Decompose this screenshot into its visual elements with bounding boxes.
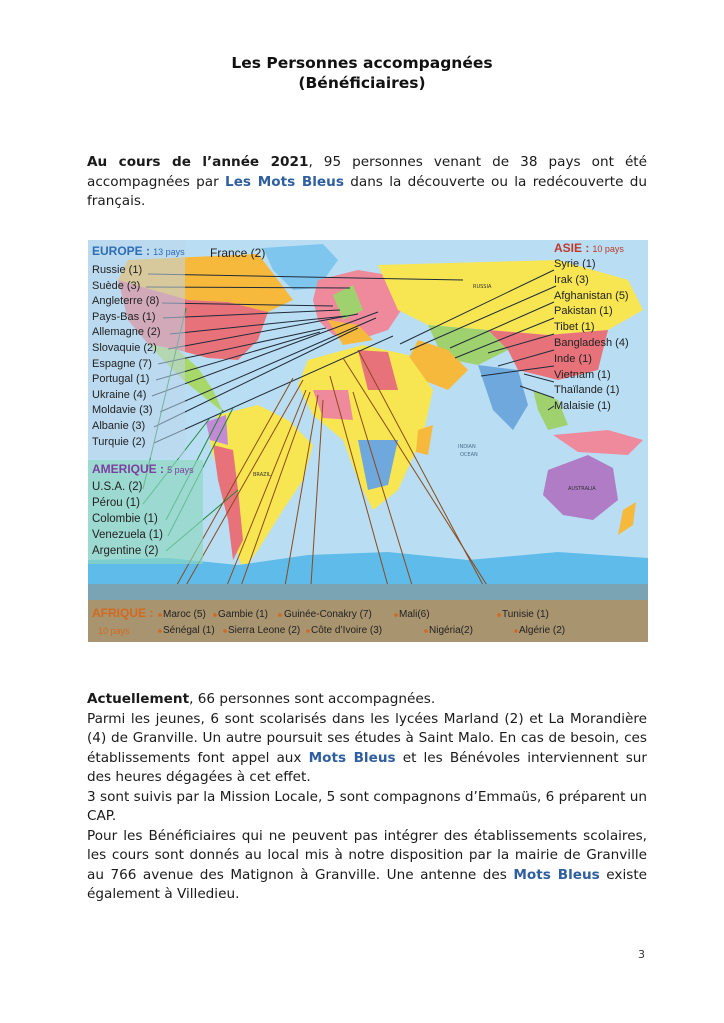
europe-list — [92, 263, 160, 450]
europe-item: Suède (3) — [92, 279, 141, 292]
asia-title: ASIE : — [554, 241, 590, 255]
label-france: France (2) — [210, 246, 266, 260]
europe-item: Angleterre (8) — [92, 295, 160, 308]
map-label-russia: RUSSIA — [473, 284, 492, 290]
page-title — [0, 53, 724, 93]
map-label-indian-ocean: INDIAN — [458, 444, 476, 450]
org-name: Mots Bleus — [513, 866, 600, 883]
current-local — [87, 827, 647, 905]
europe-title: EUROPE : — [92, 244, 151, 258]
europe-heading — [92, 244, 185, 261]
map-label-indian-ocean-2: OCEAN — [460, 452, 478, 458]
africa-item: Nigéria(2) — [429, 625, 473, 636]
europe-item: Allemagne (2) — [92, 326, 161, 339]
america-title: AMERIQUE : — [92, 462, 164, 476]
america-item: Pérou (1) — [92, 497, 140, 509]
org-name: Les Mots Bleus — [225, 173, 344, 190]
current-p2a: Parmi les jeunes, 6 sont scolarisés dans les lycées Marland (2) et La Morandière (4) de Granville. Un autre poursuit ses études à Saint Malo. En cas de besoin, ces établissements font appel aux — [87, 710, 647, 766]
current-lead: Actuellement — [87, 691, 190, 707]
africa-item: Guinée-Conakry (7) — [284, 609, 372, 620]
asia-item: Thaïlande (1) — [554, 384, 620, 397]
europe-item: Ukraine (4) — [92, 388, 147, 401]
asia-item: Afghanistan (5) — [554, 289, 629, 302]
africa-item: Côte d’Ivoire (3) — [311, 625, 383, 636]
current-summary — [87, 690, 647, 710]
america-item: Venezuela (1) — [92, 529, 163, 541]
map-label-brazil: BRAZIL — [253, 472, 271, 478]
africa-item: Sénégal (1) — [163, 625, 215, 636]
africa-item: Gambie (1) — [218, 609, 269, 620]
america-count: 5 pays — [167, 465, 194, 475]
current-p3: 3 sont suivis par la Mission Locale, 5 sont compagnons d’Emmaüs, 6 préparent un CAP. — [87, 788, 647, 824]
intro-paragraph — [87, 153, 647, 212]
asia-count: 10 pays — [592, 244, 624, 254]
america-list — [92, 479, 163, 559]
title-line-1: Les Personnes accompagnées — [231, 54, 493, 72]
asia-item: Tibet (1) — [554, 321, 595, 334]
asia-item: Pakistan (1) — [554, 305, 613, 318]
current-section — [87, 690, 647, 905]
asia-item: Syrie (1) — [554, 258, 596, 270]
page-number: 3 — [638, 948, 645, 961]
org-name: Mots Bleus — [308, 749, 396, 766]
current-youth — [87, 710, 647, 788]
america-item: Argentine (2) — [92, 545, 159, 557]
asia-item: Vietnam (1) — [554, 368, 611, 381]
asia-item: Irak (3) — [554, 273, 589, 286]
europe-item: Turquie (2) — [92, 435, 146, 448]
asia-item: Bangladesh (4) — [554, 336, 629, 349]
current-p4a: Pour les Bénéficiaires qui ne peuvent pas intégrer des établissements scolaires, les cours sont donnés au local mis à notre disposition par la mairie de Granville au 766 avenue des Matignon à Granville. Une antenne des — [87, 827, 647, 883]
europe-item: Pays-Bas (1) — [92, 310, 156, 323]
asia-item: Inde (1) — [554, 352, 592, 365]
africa-item: Algérie (2) — [519, 625, 566, 636]
europe-item: Portugal (1) — [92, 373, 150, 386]
current-p1: , 66 personnes sont accompagnées. — [189, 691, 436, 707]
africa-band — [88, 584, 648, 600]
europe-count: 13 pays — [153, 247, 185, 257]
africa-item: Tunisie (1) — [502, 609, 549, 620]
world-map — [88, 240, 648, 642]
intro-text-1: , 95 personnes venant de 38 pays ont été accompagnées par — [87, 154, 647, 190]
america-item: U.S.A. (2) — [92, 481, 143, 493]
asia-heading — [554, 241, 624, 258]
map-label-australia: AUSTRALIA — [568, 486, 596, 492]
africa-heading — [92, 606, 153, 623]
intro-text-2: dans la découverte ou la redécouverte du français. — [87, 173, 647, 209]
america-heading — [92, 462, 194, 479]
africa-count: 10 pays — [98, 626, 130, 636]
africa-item: Maroc (5) — [163, 609, 206, 620]
africa-item: Sierra Leone (2) — [228, 625, 301, 636]
america-item: Colombie (1) — [92, 513, 158, 525]
current-p4b: existe également à Villedieu. — [87, 866, 648, 902]
europe-item: Albanie (3) — [92, 419, 146, 432]
asia-item: Malaisie (1) — [554, 400, 611, 413]
europe-item: Moldavie (3) — [92, 404, 153, 417]
europe-item: Russie (1) — [92, 264, 143, 276]
europe-item: Slovaquie (2) — [92, 341, 157, 354]
europe-item: Espagne (7) — [92, 357, 152, 370]
africa-title: AFRIQUE : — [92, 606, 154, 620]
asia-list — [554, 257, 629, 415]
intro-year-lead: Au cours de l’année 2021 — [87, 154, 309, 170]
title-line-2: (Bénéficiaires) — [298, 74, 426, 92]
current-p2b: et les Bénévoles interviennent sur des heures dégagées à cet effet. — [87, 749, 648, 785]
africa-item: Mali(6) — [399, 609, 430, 620]
